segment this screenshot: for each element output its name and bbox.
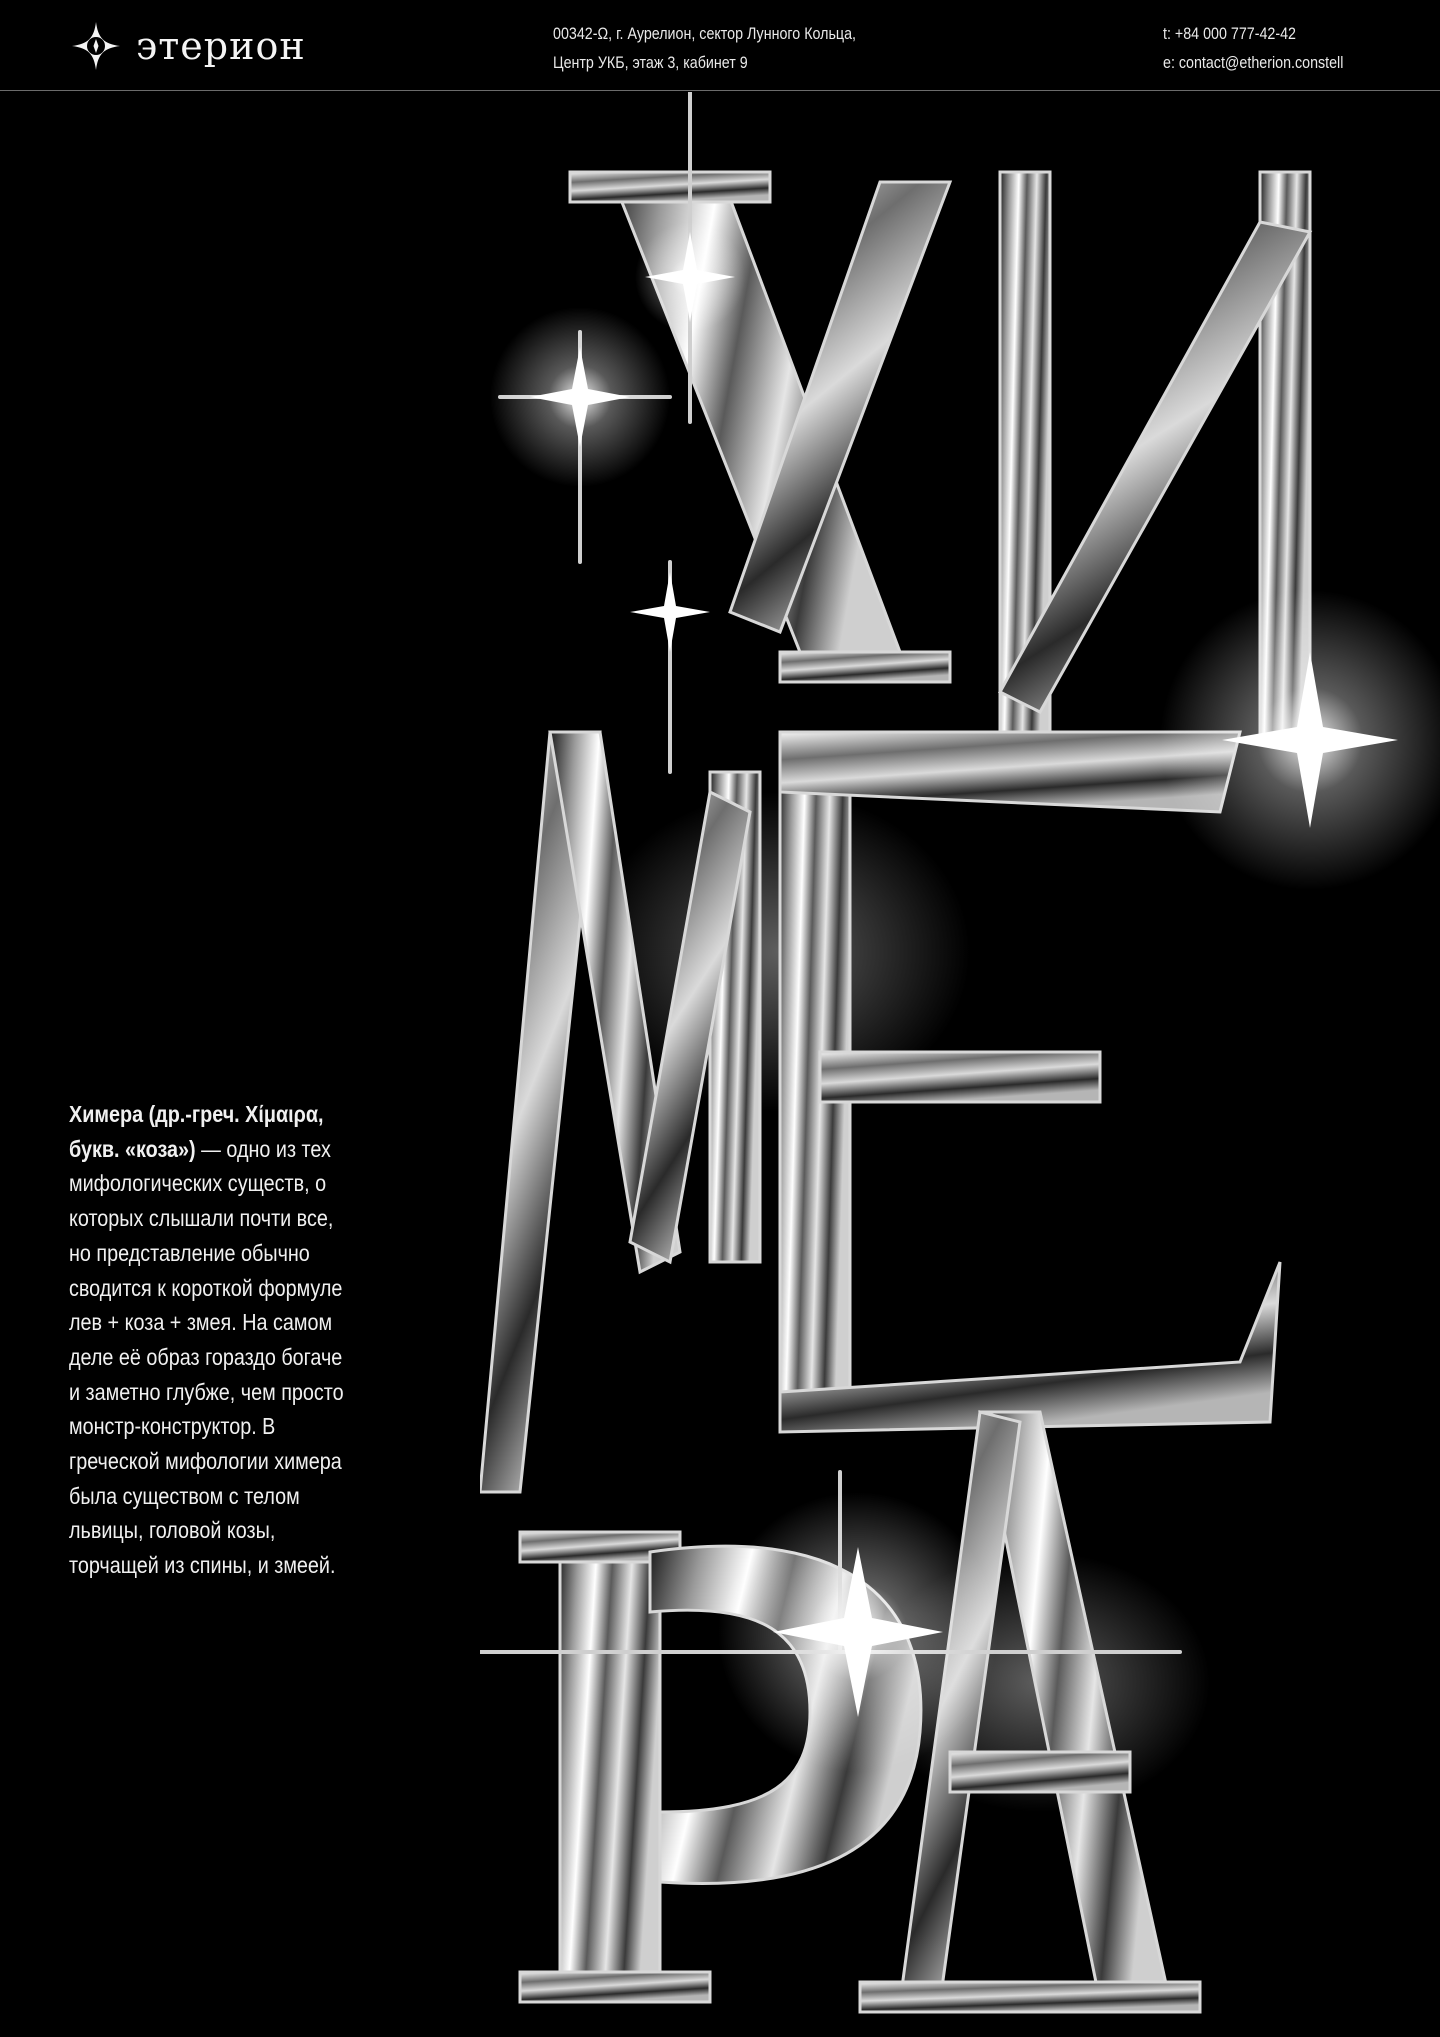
address-block	[553, 19, 856, 77]
letter-em	[480, 732, 760, 1492]
chimera-chrome-artwork	[480, 92, 1440, 2037]
star-logo-icon	[70, 20, 122, 72]
description-lead: Химера (др.-греч. Χίμαιρα, букв. «коза»)	[69, 1101, 324, 1162]
brand-name: этерион	[136, 24, 306, 68]
address-line-1: 00342-Ω, г. Аурелион, сектор Лунного Кольца,	[553, 24, 857, 43]
description-body: — одно из тех мифологических существ, о которых слышали почти все, но представление обычно сводится к короткой формуле лев + коза + змея. На самом деле её образ гораздо богаче и заметно глубже, чем просто монстр-конструктор. В греческой мифологии химера была существом с телом львицы, головой козы, торчащей из спины, и змеей.	[69, 1135, 344, 1579]
phone-number[interactable]: t: +84 000 777-42-42	[1163, 24, 1296, 43]
page-header	[0, 0, 1440, 91]
brand-logo[interactable]	[70, 20, 306, 72]
chimera-description	[69, 1097, 353, 1583]
email-address[interactable]: e: contact@etherion.constell	[1163, 53, 1344, 72]
address-line-2: Центр УКБ, этаж 3, кабинет 9	[553, 53, 748, 72]
contacts-block	[1163, 19, 1343, 77]
